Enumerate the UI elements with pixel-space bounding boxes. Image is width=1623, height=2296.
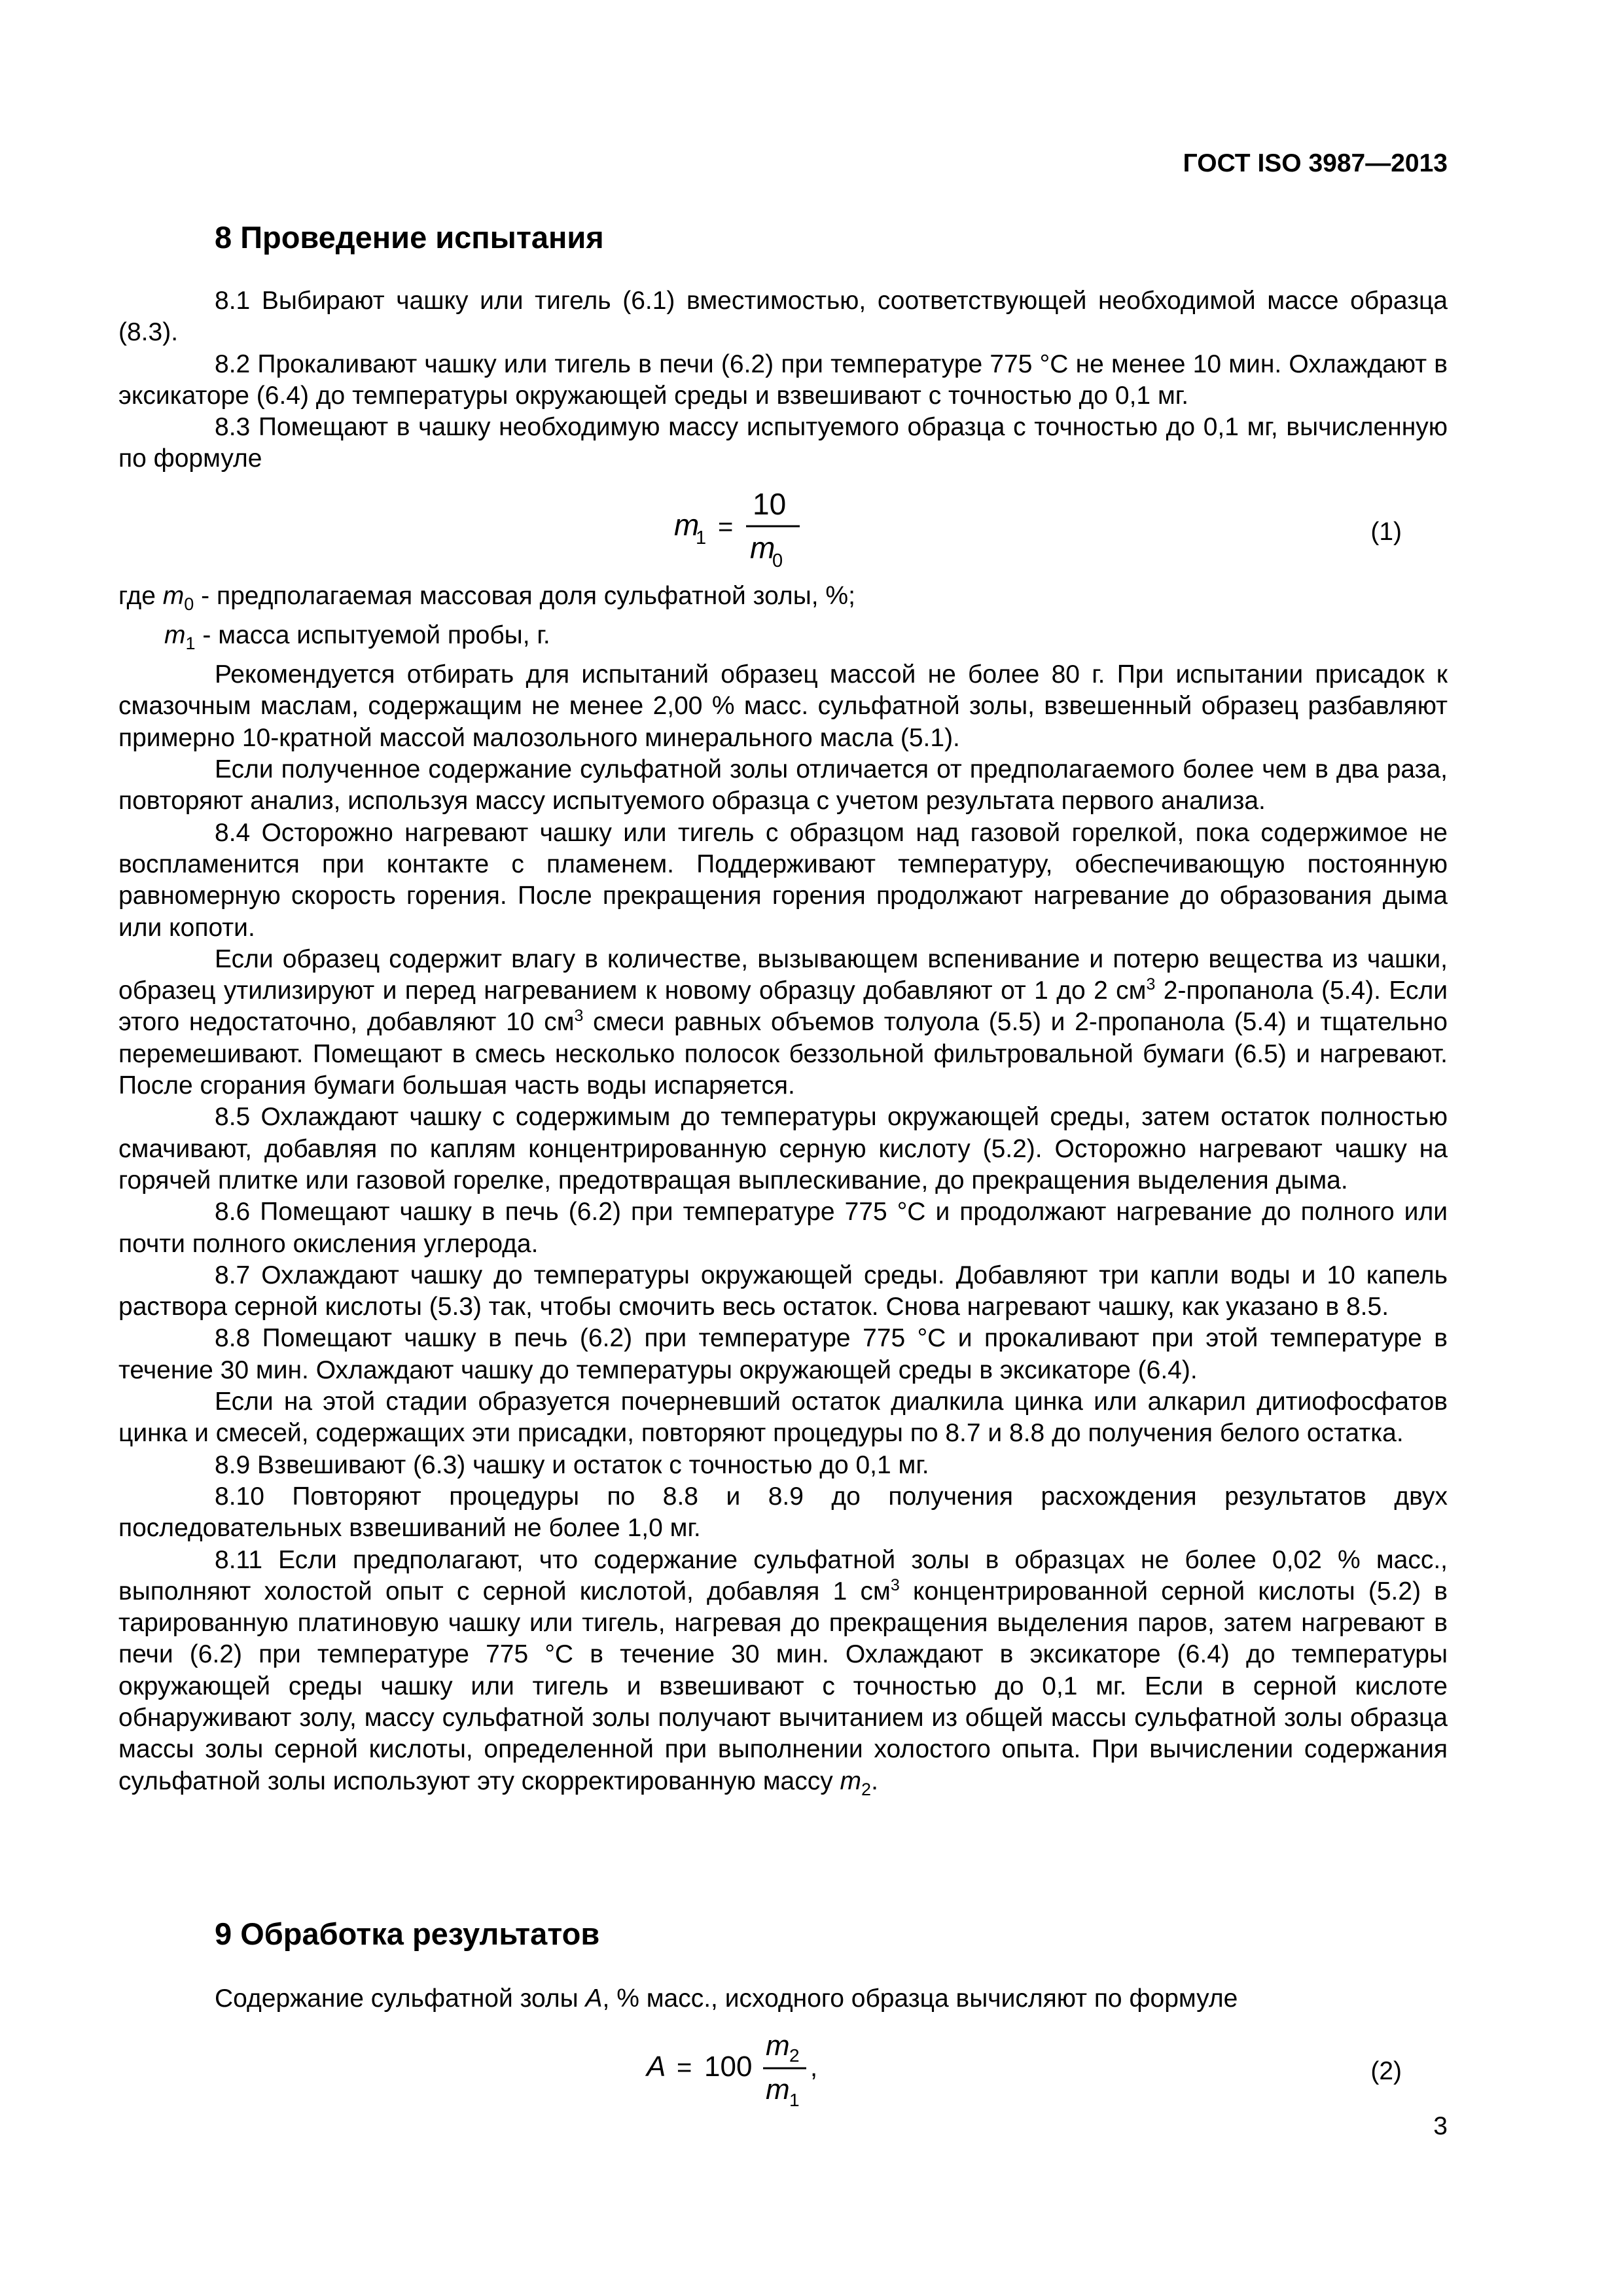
formula-2-numerator-sub: 2 [789,2045,800,2066]
paragraph-8-3: 8.3 Помещают в чашку необходимую массу испытуемого образца с точностью до 0,1 мг, вычисленную по формуле [118,413,1448,473]
page-number: 3 [1433,2112,1448,2140]
section-9-title: 9 Обработка результатов [215,1916,600,1951]
paragraph-8-2: 8.2 Прокаливают чашку или тигель в печи (6.2) при температуре 775 °С не менее 10 мин. Охлаждают в эксикаторе (6.4) до температуры окружающей среды и взвешивают с точностью до 0,1 мг. [118,350,1448,410]
paragraph-8-9: 8.9 Взвешивают (6.3) чашку и остаток с точностью до 0,1 мг. [215,1450,929,1479]
formula-2 [635,2022,857,2121]
paragraph-recommendation: Рекомендуется отбирать для испытаний образец массой не более 80 г. При испытании присадок к смазочным маслам, содержащим не менее 2,00 % масс. сульфатной золы, взвешенный образец разбавляют примерно 10-кратной массой малозольного минерального масла (5.1). [118,660,1448,752]
formula-2-equals: = [677,2053,692,2082]
formula-2-comma: , [810,2053,818,2082]
formula-1-lhs: m [674,508,700,542]
paragraph-9-intro: Содержание сульфатной золы A, % масс., исходного образца вычисляют по формуле [215,1984,1238,2013]
formula-2-denominator-sub: 1 [789,2090,800,2110]
formula-1-equals: = [718,512,734,541]
where-m1: $m_1$ - масса испытуемой пробы, г. [164,621,550,653]
paragraph-moisture: Если образец содержит влагу в количестве, вызывающем вспенивание и потерю вещества из чашки, образец утилизируют и перед нагреванием к новому образцу добавляют от 1 до 2 $см^3$ 2-пропанола (5.4). Если этого недостаточно, добавляют 10 $см^3$ смеси равных объемов толуола (5.5) и 2-пропанола (5.4) и тщательно перемешивают. Помещают в смесь несколько полосок беззольной фильтровальной бумаги (6.5) и нагревают. После сгорания бумаги большая часть воды испаряется. [118,944,1448,1100]
formula-1-lhs-sub: 1 [696,528,707,548]
paragraph-8-4: 8.4 Осторожно нагревают чашку или тигель с образцом над газовой горелкой, пока содержимое не воспламенится при контакте с пламенем. Поддерживают температуру, обеспечивающую постоянную равномерную скорость горения. После прекращения горения продолжают нагревание до образования дыма или копоти. [118,818,1448,942]
formula-1-numerator: 10 [753,487,787,521]
paragraph-8-6: 8.6 Помещают чашку в печь (6.2) при температуре 775 °С и продолжают нагревание до полного или почти полного окисления углерода. [118,1198,1448,1258]
where-m0: где $m_0$ - предполагаемая массовая доля сульфатной золы, %; [118,582,855,614]
formula-1-denominator: m [750,531,776,565]
section-8-body-part-2 [118,581,1448,1805]
paragraph-8-7: 8.7 Охлаждают чашку до температуры окружающей среды. Добавляют три капли воды и 10 капель раствора серной кислоты (5.3) так, чтобы смочить весь остаток. Снова нагревают чашку, как указано в 8.5. [118,1261,1448,1321]
paragraph-black-residue: Если на этой стадии образуется почерневший остаток диалкила цинка или алкарил дитиофосфатов цинка и смесей, содержащих эти присадки, повторяют процедуры по 8.7 и 8.8 до получения белого остатка. [118,1388,1448,1448]
paragraph-repeat-analysis: Если полученное содержание сульфатной золы отличается от предполагаемого более чем в два раза, повторяют анализ, используя массу испытуемого образца с учетом результата первого анализа. [118,755,1448,816]
formula-2-lhs: A [647,2051,666,2083]
paragraph-8-8: 8.8 Помещают чашку в печь (6.2) при температуре 775 °С и прокаливают при этой температуре в течение 30 мин. Охлаждают чашку до температуры окружающей среды в эксикаторе (6.4). [118,1324,1448,1384]
paragraph-8-10: 8.10 Повторяют процедуры по 8.8 и 8.9 до получения расхождения результатов двух последовательных взвешиваний не более 1,0 мг. [118,1482,1448,1543]
document-code-header: ГОСТ ISO 3987—2013 [1183,149,1448,177]
formula-2-numerator: m [766,2030,790,2062]
formula-2-coefficient: 100 [704,2051,753,2083]
section-9-body [118,1983,1448,2015]
formula-1-denominator-sub: 0 [772,550,783,571]
formula-1 [654,476,838,581]
paragraph-8-1: 8.1 Выбирают чашку или тигель (6.1) вместимостью, соответствующей необходимой массе образца (8.3). [118,287,1448,347]
section-8-title: 8 Проведение испытания [215,220,604,255]
section-8-body-part-1 [118,285,1448,475]
paragraph-8-5: 8.5 Охлаждают чашку с содержимым до температуры окружающей среды, затем остаток полностью смачивают, добавляя по каплям концентрированную серную кислоту (5.2). Осторожно нагревают чашку на горячей плитке или газовой горелке, предотвращая выплескивание, до прекращения выделения дыма. [118,1103,1448,1194]
formula-2-denominator: m [766,2073,790,2106]
formula-2-number: (2) [1370,2057,1402,2085]
paragraph-8-11: 8.11 Если предполагают, что содержание сульфатной золы в образцах не более 0,02 % масс., выполняют холостой опыт с серной кислотой, добавляя 1 $см^3$ концентрированной серной кислоты (5.2) в тарированную платиновую чашку или тигель, нагревая до прекращения выделения паров, затем нагревают в печи (6.2) при температуре 775 °С в течение 30 мин. Охлаждают в эксикаторе (6.4) до температуры окружающей среды чашку или тигель и взвешивают с точностью до 0,1 мг. Если в серной кислоте обнаруживают золу, массу сульфатной золы получают вычитанием из общей массы сульфатной золы образца массы золы серной кислоты, определенной при выполнении холостого опыта. При вычислении содержания сульфатной золы используют эту скорректированную массу $m_2$. [118,1545,1448,1799]
formula-1-number: (1) [1370,518,1402,546]
